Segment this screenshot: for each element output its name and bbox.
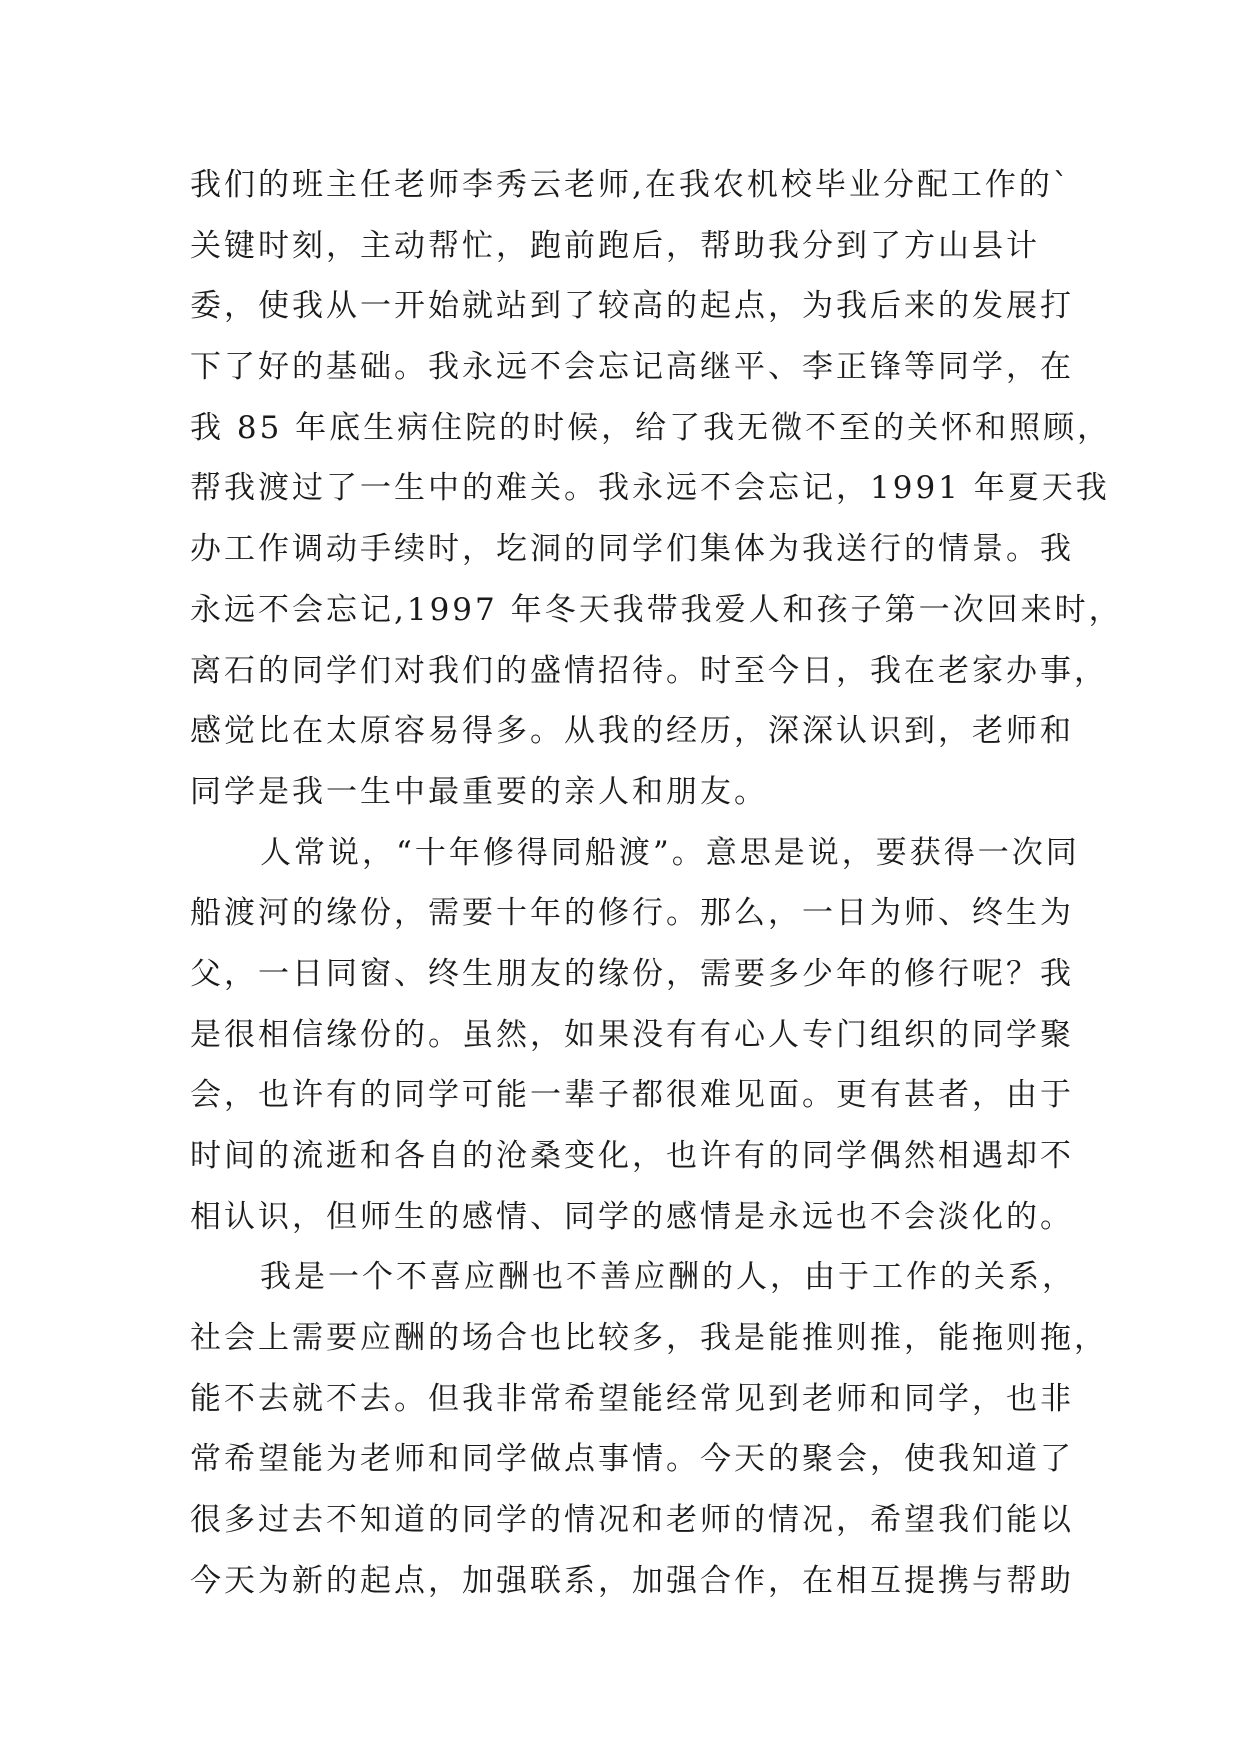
- paragraph-first-line: 我是一个不喜应酬也不善应酬的人，由于工作的关系，: [260, 1259, 1076, 1296]
- text-line: 办工作调动手续时，圪洞的同学们集体为我送行的情景。我: [190, 531, 1074, 568]
- text-line: 父，一日同窗、终生朋友的缘份，需要多少年的修行呢？我: [190, 955, 1074, 992]
- text-line: 很多过去不知道的同学的情况和老师的情况，希望我们能以: [190, 1502, 1074, 1539]
- text-line: 感觉比在太原容易得多。从我的经历，深深认识到，老师和: [190, 713, 1074, 750]
- text-line: 会，也许有的同学可能一辈子都很难见面。更有甚者，由于: [190, 1077, 1074, 1114]
- text-line: 社会上需要应酬的场合也比较多，我是能推则推，能拖则拖，: [190, 1320, 1108, 1357]
- text-line: 是很相信缘份的。虽然，如果没有有心人专门组织的同学聚: [190, 1016, 1074, 1053]
- text-line: 关键时刻，主动帮忙，跑前跑后，帮助我分到了方山县计: [190, 227, 1040, 264]
- text-line: 常希望能为老师和同学做点事情。今天的聚会，使我知道了: [190, 1441, 1074, 1478]
- text-line: 能不去就不去。但我非常希望能经常见到老师和同学，也非: [190, 1380, 1074, 1417]
- text-line: 今天为新的起点，加强联系，加强合作，在相互提携与帮助: [190, 1562, 1074, 1599]
- text-line: 我们的班主任老师李秀云老师,在我农机校毕业分配工作的`: [190, 167, 1072, 203]
- text-line: 下了好的基础。我永远不会忘记高继平、李正锋等同学，在: [190, 349, 1074, 386]
- text-line: 委，使我从一开始就站到了较高的起点，为我后来的发展打: [190, 288, 1074, 325]
- text-line: 船渡河的缘份，需要十年的修行。那么，一日为师、终生为: [190, 895, 1074, 932]
- text-line: 离石的同学们对我们的盛情招待。时至今日，我在老家办事，: [190, 652, 1108, 689]
- body-text: [190, 155, 1123, 1612]
- text-line: 相认识，但师生的感情、同学的感情是永远也不会淡化的。: [190, 1198, 1074, 1235]
- text-line: 永远不会忘记,1997 年冬天我带我爱人和孩子第一次回来时，: [190, 591, 1123, 628]
- paragraph-first-line: 人常说，“十年修得同船渡”。意思是说，要获得一次同: [260, 834, 1080, 871]
- text-line: 同学是我一生中最重要的亲人和朋友。: [190, 773, 768, 810]
- text-line: 时间的流逝和各自的沧桑变化，也许有的同学偶然相遇却不: [190, 1138, 1074, 1174]
- text-line: 帮我渡过了一生中的难关。我永远不会忘记，1991 年夏天我: [190, 470, 1110, 507]
- text-line: 我 85 年底生病住院的时候，给了我无微不至的关怀和照顾，: [190, 409, 1112, 446]
